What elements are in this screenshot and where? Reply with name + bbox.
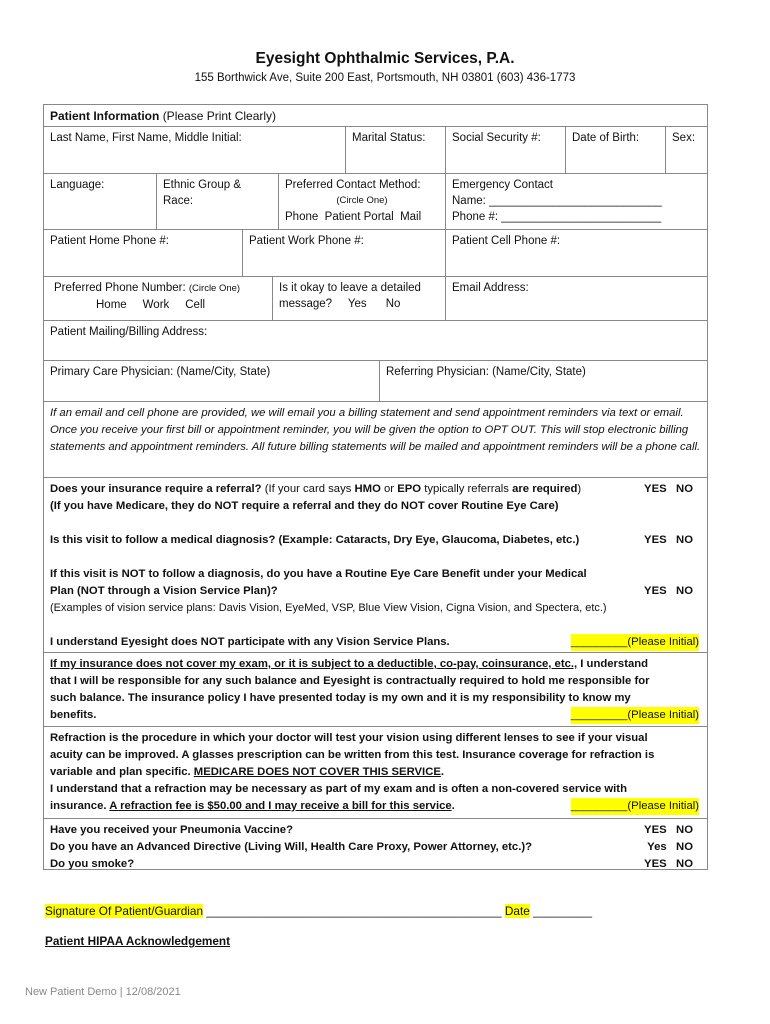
diagnosis-yes-no[interactable]: YES NO: [644, 534, 693, 546]
circle-one-note: (Circle One): [336, 195, 388, 206]
hmo-text: HMO: [354, 483, 381, 495]
signature-line[interactable]: _____________________________________________: [206, 904, 502, 918]
refraction-initial-field[interactable]: _________(Please Initial): [571, 798, 699, 815]
footer-text: New Patient Demo | 12/08/2021: [25, 986, 181, 998]
routine-care-row: [50, 583, 701, 600]
referral-yes-no[interactable]: YES NO: [644, 483, 693, 495]
dob-label: Date of Birth:: [572, 132, 640, 144]
pcp-label: Primary Care Physician: (Name/City, State): [50, 366, 271, 378]
preferred-phone-options: Home Work Cell: [96, 299, 206, 311]
email-label: Email Address:: [452, 282, 529, 294]
patient-form: [43, 104, 708, 870]
email-field[interactable]: [446, 277, 707, 321]
language-label: Language:: [50, 179, 105, 191]
ethnic-group-field[interactable]: [157, 174, 279, 230]
practice-address: 155 Borthwick Ave, Suite 200 East, Portsmouth, NH 03801 (603) 436-1773: [194, 72, 576, 84]
work-phone-field[interactable]: [243, 230, 446, 277]
document-title: Eyesight Ophthalmic Services, P.A.: [255, 50, 515, 67]
contact-options: Phone Patient Portal Mail: [285, 211, 422, 223]
emergency-name-line: Name: ___________________________: [452, 195, 662, 207]
refraction-line5c: .: [451, 800, 455, 812]
ssn-field[interactable]: [446, 127, 566, 174]
marital-status-label: Marital Status:: [352, 132, 426, 144]
smoke-question: Do you smoke?: [50, 858, 135, 870]
sex-label: Sex:: [672, 132, 696, 144]
preferred-phone-label: Preferred Phone Number:: [54, 282, 186, 294]
home-phone-field[interactable]: [44, 230, 243, 277]
refraction-line3c: .: [440, 766, 445, 778]
diagnosis-question: [50, 532, 701, 549]
refraction-line5a: insurance.: [50, 800, 107, 812]
detailed-message-options: message? Yes No: [279, 298, 401, 310]
emergency-phone-line: Phone #: _________________________: [452, 211, 662, 223]
ssn-label: Social Security #:: [452, 132, 541, 144]
race-label: Race:: [163, 195, 194, 207]
refraction-line2: acuity can be improved. A glasses prescription can be written from this test. Insurance coverage for refraction is: [50, 749, 655, 761]
vsp-initial-field[interactable]: _________(Please Initial): [571, 634, 699, 651]
refraction-line3a: variable and plan specific.: [50, 766, 191, 778]
health-questions: [44, 819, 707, 870]
referring-physician-field[interactable]: [380, 361, 707, 402]
work-phone-label: Patient Work Phone #:: [249, 235, 364, 247]
insurance-line3: such balance. The insurance policy I have presented today is my own and it is my responsibility to know my: [50, 692, 631, 704]
referral-question: [50, 481, 701, 498]
pneumonia-row: [50, 822, 701, 839]
referral-typically: typically referrals: [424, 483, 509, 495]
sex-field[interactable]: [666, 127, 707, 174]
signature-row: [45, 904, 592, 918]
pneumonia-question: Have you received your Pneumonia Vaccine?: [50, 824, 293, 836]
hipaa-heading: Patient HIPAA Acknowledgement: [45, 934, 231, 948]
mailing-address-field[interactable]: [44, 321, 707, 361]
cell-phone-field[interactable]: [446, 230, 707, 277]
print-clearly-note: (Please Print Clearly): [162, 109, 277, 123]
last-name-field[interactable]: [44, 127, 346, 174]
insurance-line1-rest: I understand: [577, 658, 649, 670]
smoke-row: [50, 856, 701, 873]
routine-care-question-a: If this visit is NOT to follow a diagnosis, do you have a Routine Eye Care Benefit under your Medical: [50, 568, 587, 580]
directive-yes-no[interactable]: Yes NO: [647, 841, 693, 853]
preferred-circle-note: (Circle One): [188, 283, 241, 294]
refraction-line1: Refraction is the procedure in which your doctor will test your vision using different lenses to see if your visual: [50, 732, 648, 744]
pcp-field[interactable]: [44, 361, 380, 402]
refraction-section: [44, 727, 707, 819]
diagnosis-question-text: Is this visit to follow a medical diagnosis? (Example: Cataracts, Dry Eye, Glaucoma, Diabetes, etc.): [50, 534, 580, 546]
detailed-message-field[interactable]: [273, 277, 446, 321]
insurance-line4: benefits.: [50, 709, 97, 721]
vsp-row: [50, 634, 701, 651]
insurance-line2: that I will be responsible for any such balance and Eyesight is contractually required to hold me responsible for: [50, 675, 650, 687]
patient-info-heading: [44, 105, 707, 127]
dob-field[interactable]: [566, 127, 666, 174]
cell-phone-label: Patient Cell Phone #:: [452, 235, 561, 247]
directive-question: Do you have an Advanced Directive (Living Will, Health Care Proxy, Power Attorney, etc.)?: [50, 841, 533, 853]
vsp-statement: I understand Eyesight does NOT participate with any Vision Service Plans.: [50, 636, 450, 648]
date-line[interactable]: _________: [533, 904, 593, 918]
refraction-fee: A refraction fee is $50.00 and I may receive a bill for this service: [109, 800, 452, 812]
referral-question-note: (If your card says: [264, 483, 352, 495]
mailing-address-label: Patient Mailing/Billing Address:: [50, 326, 208, 338]
emergency-contact-label: Emergency Contact: [452, 179, 553, 191]
routine-care-question-b: Plan (NOT through a Vision Service Plan)?: [50, 585, 278, 597]
language-field[interactable]: [44, 174, 157, 230]
referral-close: ): [577, 483, 582, 495]
pneumonia-yes-no[interactable]: YES NO: [644, 824, 693, 836]
insurance-questions: [44, 478, 707, 653]
directive-row: [50, 839, 701, 856]
insurance-line1-underlined: If my insurance does not cover my exam, or it is subject to a deductible, co-pay, coinsurance, etc.,: [50, 658, 578, 670]
referral-question-text: Does your insurance require a referral?: [50, 483, 262, 495]
referral-required: are required: [512, 483, 578, 495]
medicare-note: (If you have Medicare, they do NOT require a referral and they do NOT cover Routine Eye Care): [50, 500, 559, 512]
insurance-responsibility: [44, 653, 707, 727]
or-text: or: [384, 483, 395, 495]
epo-text: EPO: [397, 483, 422, 495]
medicare-not-cover: MEDICARE DOES NOT COVER THIS SERVICE: [193, 766, 441, 778]
preferred-phone-field[interactable]: [44, 277, 273, 321]
home-phone-label: Patient Home Phone #:: [50, 235, 169, 247]
billing-notice: If an email and cell phone are provided, we will email you a billing statement and send appointment reminders via text or email. Once you receive your first bill or appointment reminder, you will be given the option to OPT OUT. This will stop electronic billing statements and appointment reminders. All future billing statements will be mailed and appointment reminders will be a phone call.: [44, 402, 707, 478]
refraction-line4: I understand that a refraction may be necessary as part of my exam and is often a non-covered service with: [50, 783, 627, 795]
emergency-contact-field[interactable]: [446, 174, 707, 230]
marital-status-field[interactable]: [346, 127, 446, 174]
ethnic-group-label: Ethnic Group &: [163, 179, 241, 191]
routine-care-yes-no[interactable]: YES NO: [644, 585, 693, 597]
insurance-initial-field[interactable]: _________(Please Initial): [571, 707, 699, 724]
detailed-message-label: Is it okay to leave a detailed: [279, 282, 421, 294]
contact-method-label: Preferred Contact Method:: [285, 179, 421, 191]
signature-label: Signature Of Patient/Guardian: [45, 904, 204, 918]
smoke-yes-no[interactable]: YES NO: [644, 858, 693, 870]
vision-plan-examples: (Examples of vision service plans: Davis Vision, EyeMed, VSP, Blue View Vision, Cigna Vision, and Spectera, etc.): [50, 602, 607, 614]
date-label: Date: [504, 904, 530, 918]
last-name-label: Last Name, First Name, Middle Initial:: [50, 132, 242, 144]
referring-physician-label: Referring Physician: (Name/City, State): [386, 366, 586, 378]
patient-info-title: Patient Information: [50, 109, 160, 123]
contact-method-field[interactable]: [279, 174, 446, 230]
